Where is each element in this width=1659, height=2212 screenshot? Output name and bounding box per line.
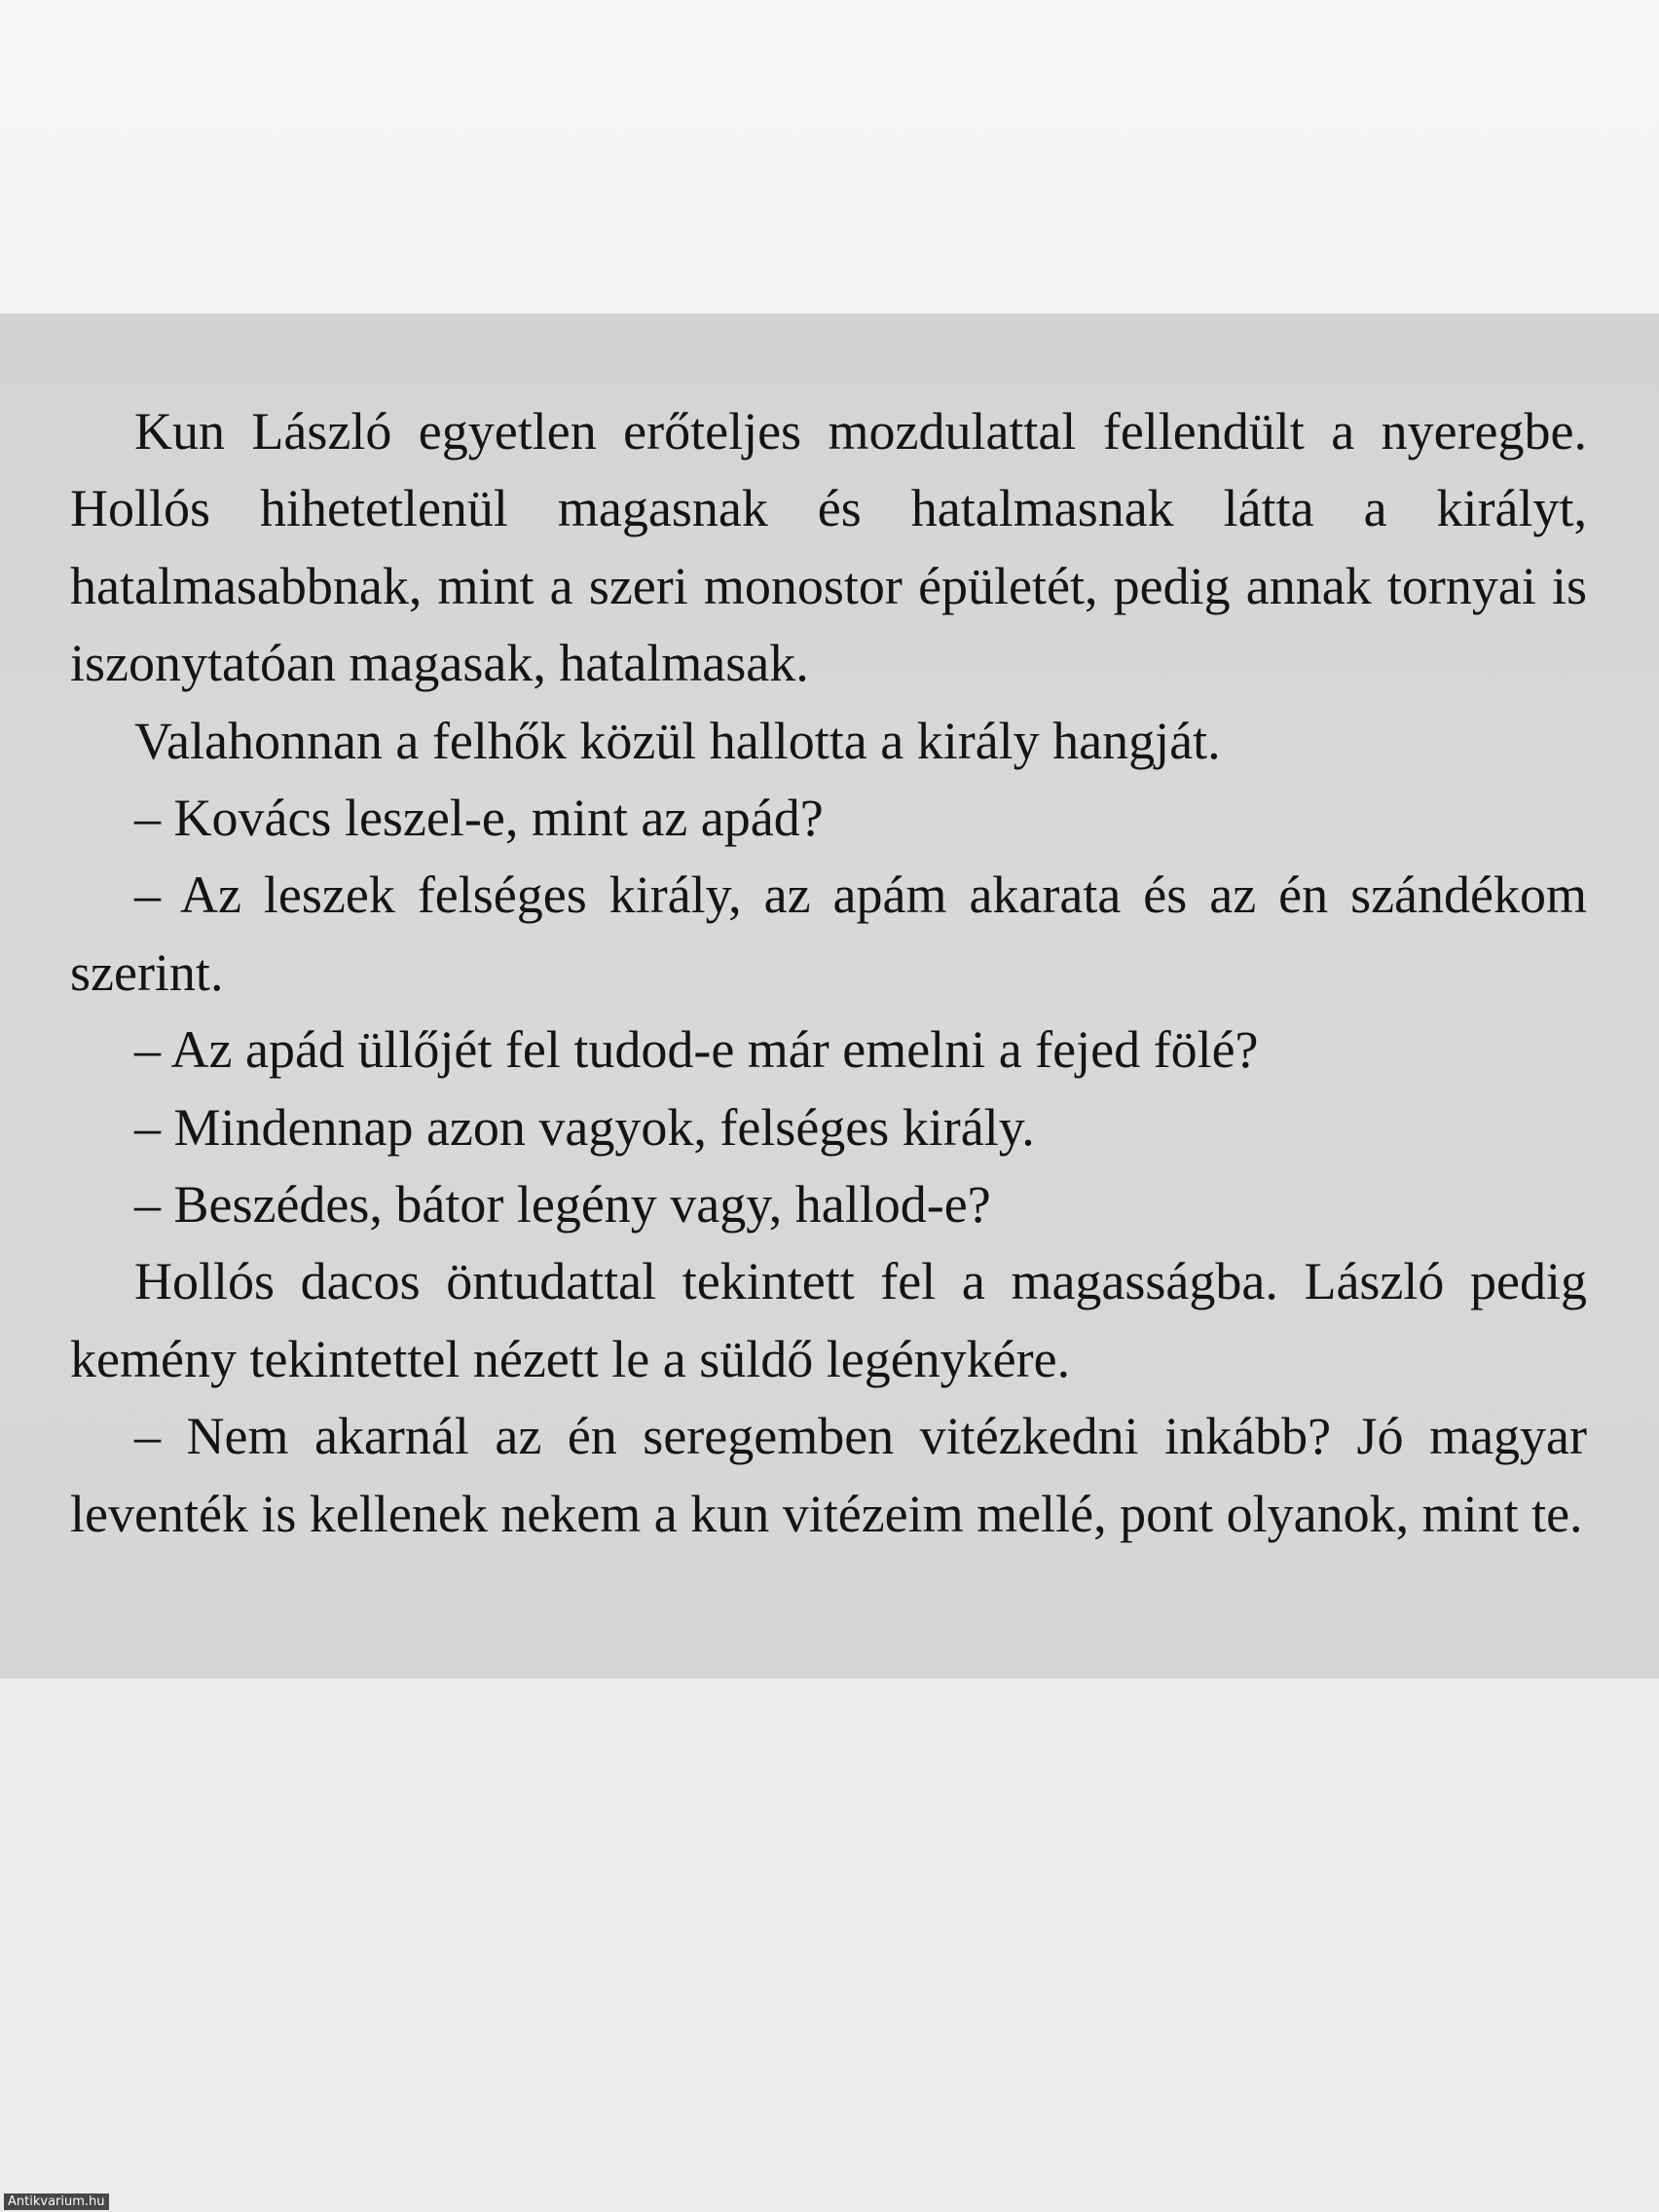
dialogue-line: – Mindennap azon vagyok, felséges király. <box>134 1097 1035 1157</box>
paragraph: Kun László egyetlen erőteljes mozdulattal fellendült a nyeregbe. Hollós hihetetlenül magasnak és hatalmasnak látta a királyt, hatalmasabbnak, mint a szeri monostor épületét, pedig annak tornyai is iszonytatóan magasak, hatalmasak. <box>70 402 1587 693</box>
dialogue-line: – Az leszek felséges király, az apám akarata és az én szándékom szerint. <box>70 866 1587 1002</box>
dialogue-line: – Az apád üllőjét fel tudod-e már emelni a fejed fölé? <box>134 1020 1259 1080</box>
dialogue-line: – Nem akarnál az én seregemben vitézkedni inkább? Jó magyar leventék is kellenek nekem a kun vitézeim mellé, pont olyanok, mint te. <box>70 1407 1587 1543</box>
dialogue-line: – Beszédes, bátor legény vagy, hallod-e? <box>134 1175 991 1235</box>
dialogue-line: – Kovács leszel-e, mint az apád? <box>134 789 824 848</box>
paragraph: Hollós dacos öntudattal tekintett fel a magasságba. László pedig kemény tekintettel nézett le a süldő legénykére. <box>70 1252 1587 1388</box>
watermark: Antikvarium.hu <box>4 2194 109 2210</box>
story-text <box>70 393 1587 1553</box>
paragraph: Valahonnan a felhők közül hallotta a király hangját. <box>134 711 1221 770</box>
